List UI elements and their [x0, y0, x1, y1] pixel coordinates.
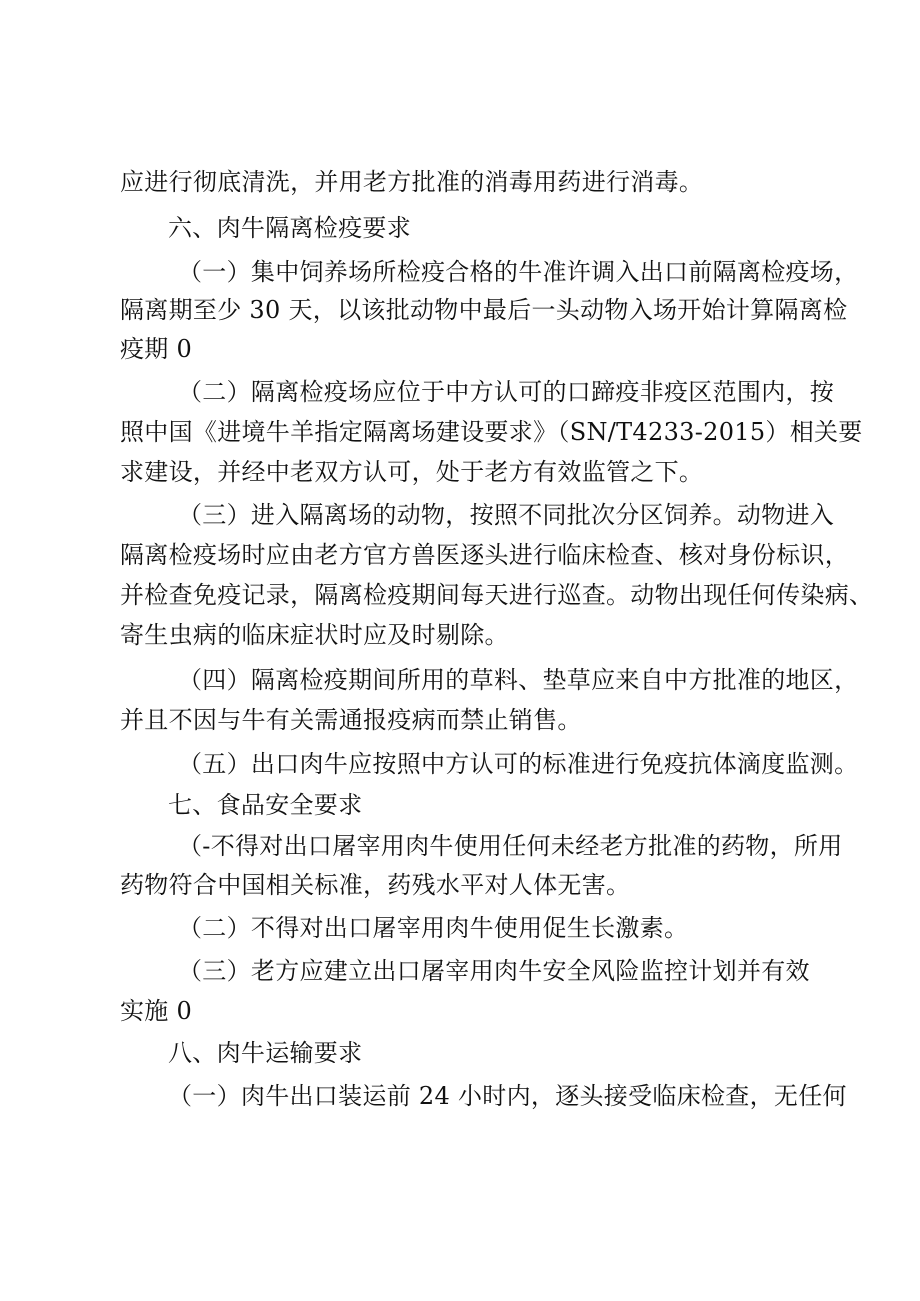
text-line: （二）不得对出口屠宰用肉牛使用促生长激素。 [178, 914, 689, 942]
text-line: （三）进入隔离场的动物，按照不同批次分区饲养。动物进入 [178, 501, 835, 529]
text-line: 药物符合中国相关标准，药残水平对人体无害。 [120, 871, 631, 899]
text-line: （二）隔离检疫场应位于中方认可的口蹄疫非疫区范围内，按 [178, 378, 835, 406]
text-line: 应进行彻底清洗，并用老方批准的消毒用药进行消毒。 [120, 168, 704, 196]
section-heading: 七、食品安全要求 [168, 791, 363, 819]
text-line: 寄生虫病的临床症状时应及时剔除。 [120, 621, 509, 649]
section-heading: 八、肉牛运输要求 [168, 1039, 363, 1067]
text-line: 并检查免疫记录，隔离检疫期间每天进行巡查。动物出现任何传染病、 [120, 581, 874, 609]
text-line: （一）肉牛出口装运前 24 小时内，逐头接受临床检查，无任何 [168, 1082, 847, 1110]
text-line: 求建设，并经中老双方认可，处于老方有效监管之下。 [120, 458, 704, 486]
text-line: （一）集中饲养场所检疫合格的牛准许调入出口前隔离检疫场， [178, 258, 859, 286]
text-line: 照中国《进境牛羊指定隔离场建设要求》（SN/T4233-2015）相关要 [120, 418, 863, 446]
text-line: 隔离期至少 30 天，以该批动物中最后一头动物入场开始计算隔离检 [120, 296, 848, 324]
text-line: （四）隔离检疫期间所用的草料、垫草应来自中方批准的地区， [178, 666, 859, 694]
text-line: （五）出口肉牛应按照中方认可的标准进行免疫抗体滴度监测。 [178, 750, 859, 778]
text-line: （三）老方应建立出口屠宰用肉牛安全风险监控计划并有效 [178, 957, 810, 985]
text-line: （-不得对出口屠宰用肉牛使用任何未经老方批准的药物，所用 [178, 832, 843, 860]
text-line: 并且不因与牛有关需通报疫病而禁止销售。 [120, 706, 582, 734]
text-line: 实施 0 [120, 997, 193, 1025]
section-heading: 六、肉牛隔离检疫要求 [168, 214, 411, 242]
text-line: 疫期 0 [120, 335, 193, 363]
text-line: 隔离检疫场时应由老方官方兽医逐头进行临床检查、核对身份标识， [120, 541, 849, 569]
